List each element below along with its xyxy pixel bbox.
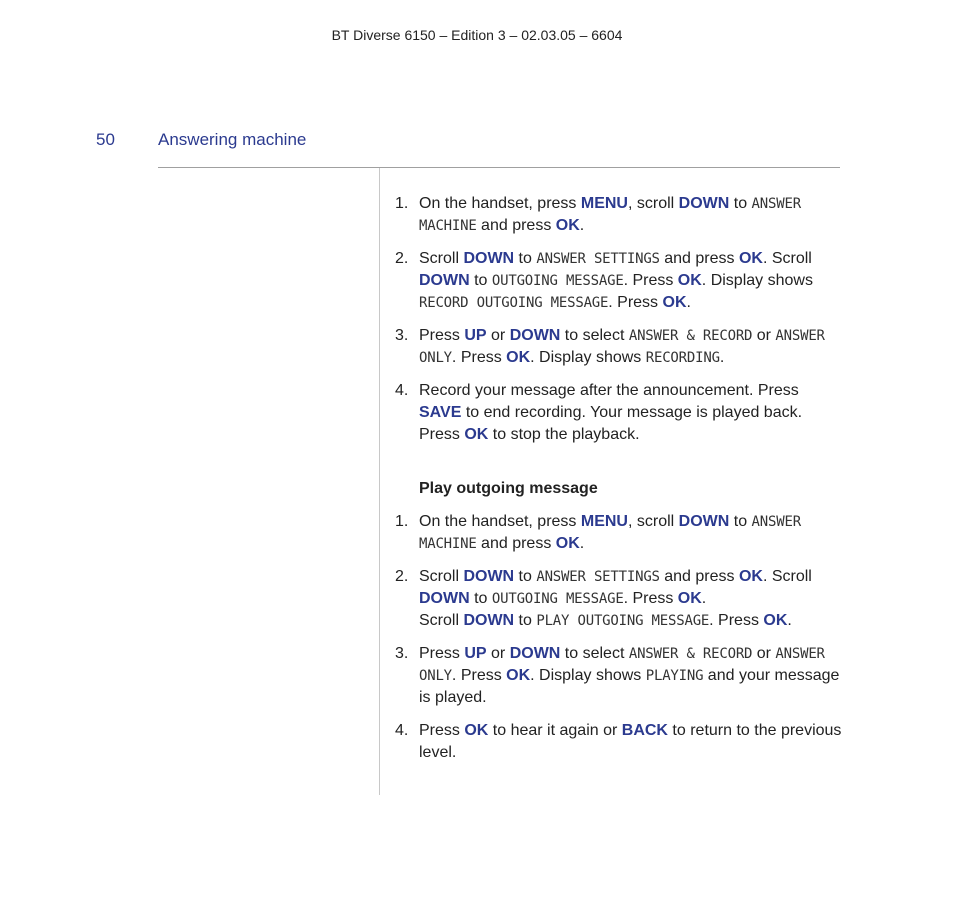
step-text: . Press [623,590,678,607]
step-text: to [729,195,752,212]
step-text: , scroll [627,513,679,530]
display-text: ANSWER MACHINE [419,196,801,234]
key-label: DOWN [678,513,730,530]
page-number: 50 [96,130,115,149]
step-text: Press [419,722,465,739]
key-label: OK [555,535,580,552]
display-text: ANSWER & RECORD [628,328,753,344]
document-header: BT Diverse 6150 – Edition 3 – 02.03.05 – 6604 [331,27,623,43]
key-label: DOWN [419,590,470,607]
key-label: OK [506,667,531,684]
step-text: and your message is played. [419,667,840,706]
display-text: PLAYING [645,668,704,684]
column-divider [379,168,380,795]
step-text: to return to the previous level. [419,722,842,761]
display-text: ANSWER SETTINGS [536,569,660,585]
key-label: DOWN [419,272,470,289]
step-text: , scroll [627,195,679,212]
step-text: and press [659,568,739,585]
section-title: Answering machine [158,130,307,149]
step-text: Record your message after the announcement. Press [419,382,799,399]
key-label: OK [662,294,687,311]
step-text: . Scroll [762,250,812,267]
step-text: . Press [451,667,507,684]
step-text: On the handset, press [419,513,581,530]
key-label: UP [464,327,487,344]
step-text: to hear it again or [488,722,622,739]
step-text: or [486,327,510,344]
step-text: . [787,612,792,629]
step-text: or [752,327,776,344]
key-label: DOWN [509,645,561,662]
step-text: to [469,272,492,289]
key-label: UP [464,645,487,662]
display-text: ANSWER ONLY [419,328,825,366]
step-text: to [514,250,537,267]
list-item [395,325,845,369]
display-text: OUTGOING MESSAGE [491,273,624,289]
list-item [395,248,845,314]
step-text: Press [419,327,465,344]
step-text: Scroll [419,612,464,629]
key-label: DOWN [678,195,730,212]
list-item [395,380,845,446]
step-text: to stop the playback. [488,426,640,443]
step-text: to [514,612,537,629]
step-text: to end recording. Your message is played back. Press [419,404,803,443]
display-text: ANSWER MACHINE [419,514,801,552]
step-number: 3. [395,327,409,344]
step-number: 3. [395,645,409,662]
display-text: ANSWER ONLY [419,646,825,684]
step-number: 1. [395,195,409,212]
display-text: OUTGOING MESSAGE [491,591,624,607]
subsection-heading: Play outgoing message [419,480,598,497]
play-steps-list [395,511,845,764]
record-steps-list [395,193,845,446]
key-label: OK [677,590,702,607]
step-text: and press [476,535,556,552]
step-text: to select [560,645,629,662]
key-label: DOWN [463,250,515,267]
key-label: OK [464,426,489,443]
step-text: . Scroll [762,568,812,585]
step-text: Scroll [419,568,464,585]
step-text: . Display shows [530,349,646,366]
display-text: RECORDING [645,350,720,366]
step-text: to [469,590,492,607]
step-text: . Display shows [530,667,646,684]
step-text: . Display shows [701,272,813,289]
step-text: or [486,645,510,662]
display-text: RECORD OUTGOING MESSAGE [419,295,609,311]
display-text: ANSWER & RECORD [628,646,753,662]
key-label: DOWN [509,327,561,344]
key-label: DOWN [463,568,515,585]
step-number: 4. [395,722,409,739]
list-item [395,566,845,632]
key-label: MENU [580,513,628,530]
step-number: 1. [395,513,409,530]
step-text: . Press [709,612,764,629]
step-text: . [719,349,725,366]
key-label: OK [738,568,763,585]
step-text: . [686,294,691,311]
step-number: 4. [395,382,409,399]
step-text: and press [476,217,556,234]
key-label: OK [763,612,788,629]
key-label: BACK [621,722,668,739]
display-text: PLAY OUTGOING MESSAGE [536,613,710,629]
step-text: . [701,590,707,607]
key-label: OK [464,722,489,739]
key-label: MENU [580,195,628,212]
step-text: . Press [451,349,507,366]
header-rule [158,167,840,168]
list-item [395,643,845,709]
step-text: . [579,535,585,552]
step-text: and press [659,250,739,267]
instructions-column [395,193,845,775]
step-number: 2. [395,568,409,585]
display-text: ANSWER SETTINGS [536,251,660,267]
step-text: Press [419,645,465,662]
step-text: or [752,645,776,662]
step-text: to [514,568,537,585]
step-text: . Press [623,272,678,289]
list-item [395,720,845,764]
key-label: OK [555,217,580,234]
step-text: to select [560,327,629,344]
step-text: On the handset, press [419,195,581,212]
step-text: to [729,513,752,530]
key-label: DOWN [463,612,515,629]
list-item [395,511,845,555]
key-label: OK [677,272,702,289]
key-label: OK [506,349,531,366]
step-number: 2. [395,250,409,267]
step-text: . [579,217,585,234]
list-item [395,193,845,237]
key-label: SAVE [419,404,462,421]
step-text: . Press [608,294,663,311]
step-text: Scroll [419,250,464,267]
key-label: OK [738,250,763,267]
